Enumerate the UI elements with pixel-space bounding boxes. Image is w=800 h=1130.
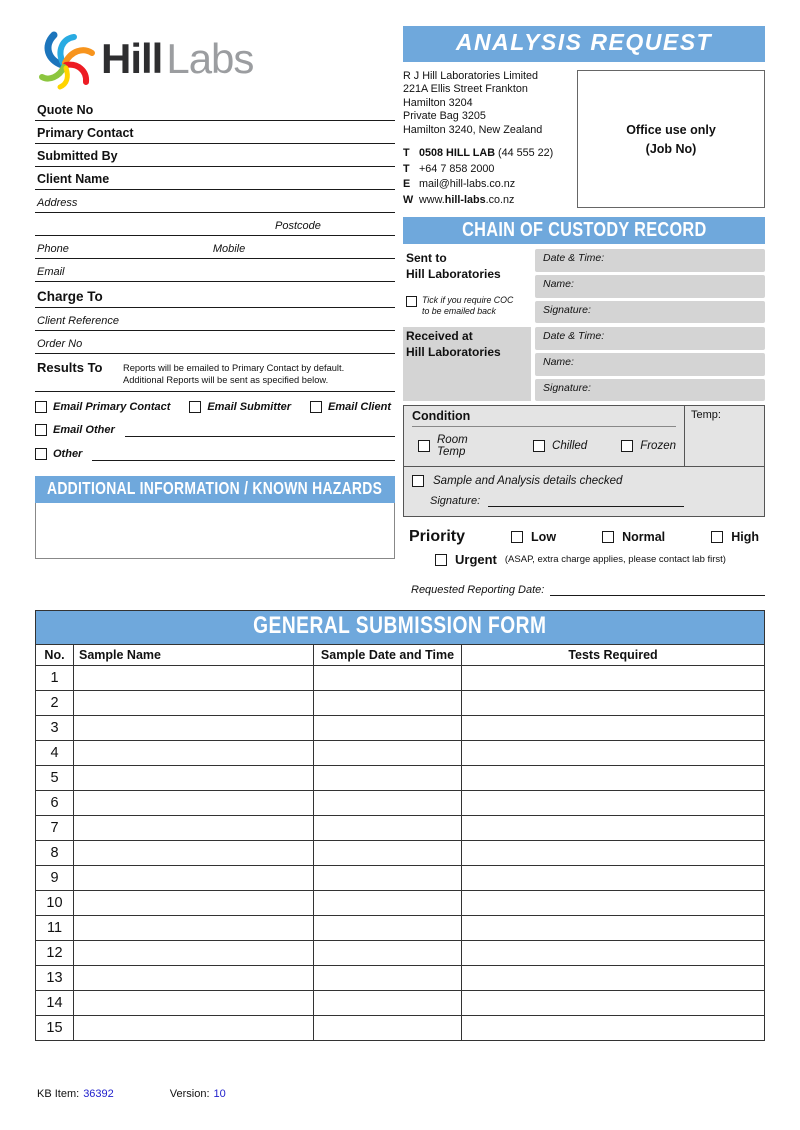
sent-to-label-line2: Hill Laboratories bbox=[406, 267, 501, 282]
details-checked-row bbox=[404, 466, 764, 489]
row-number: 6 bbox=[36, 791, 74, 816]
priority-low-option bbox=[511, 530, 556, 544]
email-options-row bbox=[35, 401, 395, 413]
condition-row bbox=[404, 406, 764, 466]
sample-name-cell[interactable] bbox=[74, 866, 314, 891]
primary-contact-field[interactable] bbox=[35, 121, 395, 144]
address-field[interactable] bbox=[35, 190, 395, 213]
details-checked-label: Sample and Analysis details checked bbox=[433, 475, 623, 488]
tests-required-cell[interactable] bbox=[462, 1016, 765, 1041]
sample-name-cell[interactable] bbox=[74, 741, 314, 766]
priority-high-label: High bbox=[731, 530, 759, 545]
date-time-label: Date & Time: bbox=[543, 252, 605, 265]
version-label: Version: bbox=[169, 1088, 210, 1100]
sample-date-cell[interactable] bbox=[314, 816, 462, 841]
email-line bbox=[403, 177, 571, 193]
priority-row bbox=[403, 528, 765, 546]
quote-no-field[interactable] bbox=[35, 98, 395, 121]
sample-date-cell[interactable] bbox=[314, 866, 462, 891]
row-number: 11 bbox=[36, 916, 74, 941]
client-name-label: Client Name bbox=[37, 172, 110, 186]
row-number: 4 bbox=[36, 741, 74, 766]
footer bbox=[37, 1088, 226, 1100]
tests-required-cell[interactable] bbox=[462, 766, 765, 791]
table-row bbox=[36, 941, 765, 966]
version bbox=[170, 1088, 226, 1100]
coc-email-back-label bbox=[422, 295, 513, 317]
results-note-line2: Additional Reports will be sent as specified below. bbox=[123, 375, 329, 386]
results-note-line1: Reports will be emailed to Primary Contact by default. bbox=[123, 363, 345, 373]
table-row bbox=[36, 916, 765, 941]
sample-date-cell[interactable] bbox=[314, 991, 462, 1016]
email-other-input-line[interactable] bbox=[125, 422, 395, 437]
priority-high-checkbox[interactable] bbox=[711, 531, 723, 543]
postcode-field[interactable] bbox=[35, 213, 395, 236]
phone2-prefix: T bbox=[403, 162, 410, 175]
sample-name-cell[interactable] bbox=[74, 1016, 314, 1041]
sent-name-field[interactable] bbox=[535, 275, 765, 298]
row-number: 12 bbox=[36, 941, 74, 966]
company-line: Hamilton 3204 bbox=[403, 96, 473, 109]
coc-email-back-option bbox=[406, 295, 531, 317]
coc-signature-line[interactable] bbox=[488, 494, 684, 507]
client-reference-field[interactable] bbox=[35, 308, 395, 331]
priority-urgent-label: Urgent bbox=[455, 552, 497, 568]
version-value: 10 bbox=[213, 1088, 226, 1100]
priority-normal-label: Normal bbox=[622, 530, 666, 545]
received-name-field[interactable] bbox=[535, 353, 765, 376]
row-number: 2 bbox=[36, 691, 74, 716]
row-number: 8 bbox=[36, 841, 74, 866]
tests-required-cell[interactable] bbox=[462, 816, 765, 841]
sent-to-fields bbox=[535, 249, 765, 323]
email-field[interactable] bbox=[35, 259, 395, 282]
sent-date-time-field[interactable] bbox=[535, 249, 765, 272]
room-temp-option bbox=[418, 434, 499, 458]
office-use-label: Office use only bbox=[626, 122, 716, 137]
email-submitter-label: Email Submitter bbox=[207, 401, 292, 414]
table-row bbox=[36, 766, 765, 791]
results-to-section bbox=[35, 354, 395, 392]
analysis-request-title: ANALYSIS REQUEST bbox=[455, 29, 713, 55]
row-number: 9 bbox=[36, 866, 74, 891]
table-row bbox=[36, 716, 765, 741]
sample-date-cell[interactable] bbox=[314, 841, 462, 866]
table-row bbox=[36, 866, 765, 891]
quote-no-label: Quote No bbox=[37, 103, 94, 117]
coc-email-back-line2: to be emailed back bbox=[422, 305, 496, 316]
charge-to-field[interactable] bbox=[35, 282, 395, 308]
phone1-rest: (44 555 22) bbox=[498, 146, 554, 159]
order-no-label: Order No bbox=[37, 338, 83, 350]
sample-date-cell[interactable] bbox=[314, 941, 462, 966]
sample-name-cell[interactable] bbox=[74, 891, 314, 916]
tests-required-cell[interactable] bbox=[462, 841, 765, 866]
sample-name-cell[interactable] bbox=[74, 691, 314, 716]
sample-date-cell[interactable] bbox=[314, 916, 462, 941]
tests-required-cell[interactable] bbox=[462, 991, 765, 1016]
tests-required-cell[interactable] bbox=[462, 916, 765, 941]
kb-item-value: 36392 bbox=[83, 1088, 114, 1100]
details-checked-checkbox[interactable] bbox=[412, 475, 424, 487]
coc-email-back-line1: Tick if you require COC bbox=[422, 294, 514, 305]
kb-item bbox=[37, 1088, 114, 1100]
received-at-label-line1: Received at bbox=[406, 329, 473, 344]
sample-name-cell[interactable] bbox=[74, 816, 314, 841]
table-row bbox=[36, 791, 765, 816]
coc-signature-label: Signature: bbox=[430, 495, 481, 508]
phone1-bold: 0508 HILL LAB bbox=[419, 146, 495, 159]
sample-date-cell[interactable] bbox=[314, 741, 462, 766]
analysis-request-banner bbox=[403, 26, 765, 62]
received-signature-field[interactable] bbox=[535, 379, 765, 402]
priority-label: Priority bbox=[409, 528, 466, 546]
table-row bbox=[36, 841, 765, 866]
table-row bbox=[36, 666, 765, 691]
additional-info-title: ADDITIONAL INFORMATION / KNOWN HAZARDS bbox=[47, 479, 383, 499]
chilled-option bbox=[533, 434, 587, 458]
submission-form-title: GENERAL SUBMISSION FORM bbox=[253, 613, 547, 640]
order-no-field[interactable] bbox=[35, 331, 395, 354]
email-value: mail@hill-labs.co.nz bbox=[419, 178, 516, 191]
client-reference-label: Client Reference bbox=[37, 315, 119, 327]
email-client-option bbox=[310, 401, 391, 413]
row-number: 1 bbox=[36, 666, 74, 691]
reporting-date-label: Requested Reporting Date: bbox=[411, 584, 545, 597]
row-number: 14 bbox=[36, 991, 74, 1016]
address-and-office-row bbox=[403, 70, 765, 208]
table-row bbox=[36, 966, 765, 991]
condition-options bbox=[404, 406, 684, 466]
sample-name-cell[interactable] bbox=[74, 716, 314, 741]
priority-high-option bbox=[711, 530, 759, 544]
tests-required-cell[interactable] bbox=[462, 666, 765, 691]
phone-line-1 bbox=[403, 146, 571, 162]
phone-label: Phone bbox=[37, 243, 69, 255]
hill-labs-logo-icon bbox=[35, 26, 97, 92]
row-number: 7 bbox=[36, 816, 74, 841]
reporting-date-row bbox=[403, 583, 765, 596]
sample-name-cell[interactable] bbox=[74, 966, 314, 991]
tests-required-cell[interactable] bbox=[462, 791, 765, 816]
priority-urgent-checkbox[interactable] bbox=[435, 554, 447, 566]
company-address-block bbox=[403, 70, 571, 208]
sample-date-cell[interactable] bbox=[314, 691, 462, 716]
tests-required-cell[interactable] bbox=[462, 716, 765, 741]
sample-date-cell[interactable] bbox=[314, 666, 462, 691]
other-input-line[interactable] bbox=[92, 446, 395, 461]
table-row bbox=[36, 991, 765, 1016]
priority-low-label: Low bbox=[531, 530, 557, 545]
name-label: Name: bbox=[543, 356, 574, 369]
sample-name-cell[interactable] bbox=[74, 916, 314, 941]
table-row bbox=[36, 816, 765, 841]
submitted-by-field[interactable] bbox=[35, 144, 395, 167]
col-header-no: No. bbox=[36, 645, 74, 666]
table-row bbox=[36, 691, 765, 716]
web-bold: hill-labs bbox=[444, 193, 486, 206]
reporting-date-line[interactable] bbox=[550, 583, 765, 596]
address-label: Address bbox=[37, 197, 78, 209]
priority-urgent-option bbox=[435, 552, 765, 567]
chain-of-custody-banner bbox=[403, 217, 765, 244]
table-row bbox=[36, 1016, 765, 1041]
job-no-label: (Job No) bbox=[645, 141, 697, 156]
signature-label: Signature: bbox=[543, 381, 591, 394]
temp-field[interactable] bbox=[684, 406, 764, 466]
priority-normal-option bbox=[602, 530, 665, 544]
frozen-label: Frozen bbox=[640, 440, 676, 453]
received-at-fields bbox=[535, 327, 765, 401]
condition-section bbox=[403, 405, 765, 517]
sent-to-cell bbox=[403, 249, 531, 323]
row-number: 10 bbox=[36, 891, 74, 916]
logo-text-labs: Labs bbox=[166, 35, 254, 82]
sample-name-cell[interactable] bbox=[74, 791, 314, 816]
email-submitter-option bbox=[189, 401, 291, 413]
table-header-row bbox=[36, 645, 765, 666]
kb-item-label: KB Item: bbox=[37, 1088, 80, 1100]
email-primary-contact-checkbox[interactable] bbox=[35, 401, 47, 413]
col-header-sample-date: Sample Date and Time bbox=[314, 645, 462, 666]
tests-required-cell[interactable] bbox=[462, 891, 765, 916]
room-temp-checkbox[interactable] bbox=[418, 440, 430, 452]
row-number: 3 bbox=[36, 716, 74, 741]
tests-required-cell[interactable] bbox=[462, 966, 765, 991]
coc-email-back-checkbox[interactable] bbox=[406, 296, 417, 307]
logo-text-hill: Hill bbox=[101, 35, 163, 82]
email-other-label: Email Other bbox=[53, 423, 115, 436]
table-row bbox=[36, 891, 765, 916]
top-section bbox=[35, 26, 765, 596]
website-line bbox=[403, 193, 571, 209]
sample-date-cell[interactable] bbox=[314, 716, 462, 741]
email-other-option bbox=[35, 424, 115, 436]
company-line: Hamilton 3240, New Zealand bbox=[403, 123, 543, 136]
additional-info-box[interactable] bbox=[35, 503, 395, 559]
email-client-label: Email Client bbox=[328, 401, 391, 414]
other-option bbox=[35, 448, 82, 460]
email-other-checkbox[interactable] bbox=[35, 424, 47, 436]
chain-of-custody-title: CHAIN OF CUSTODY RECORD bbox=[461, 218, 707, 242]
email-primary-contact-label: Email Primary Contact bbox=[53, 401, 171, 414]
priority-low-checkbox[interactable] bbox=[511, 531, 523, 543]
submission-table bbox=[35, 644, 765, 1041]
other-row bbox=[35, 446, 395, 461]
web-post: .co.nz bbox=[485, 193, 515, 206]
condition-checkboxes bbox=[412, 434, 676, 458]
sample-date-cell[interactable] bbox=[314, 891, 462, 916]
condition-label: Condition bbox=[412, 409, 676, 427]
received-date-time-field[interactable] bbox=[535, 327, 765, 350]
company-line: 221A Ellis Street Frankton bbox=[403, 83, 528, 96]
postcode-label: Postcode bbox=[275, 220, 321, 232]
phone1-prefix: T bbox=[403, 146, 410, 159]
sample-date-cell[interactable] bbox=[314, 966, 462, 991]
submitted-by-label: Submitted By bbox=[37, 149, 118, 163]
col-header-tests-required: Tests Required bbox=[462, 645, 765, 666]
phone2-value: +64 7 858 2000 bbox=[419, 162, 495, 175]
sample-name-cell[interactable] bbox=[74, 666, 314, 691]
general-submission-form bbox=[35, 610, 765, 1041]
results-to-note bbox=[123, 360, 344, 386]
phone-line-2 bbox=[403, 162, 571, 178]
sample-date-cell[interactable] bbox=[314, 791, 462, 816]
priority-normal-checkbox[interactable] bbox=[602, 531, 614, 543]
additional-info-banner bbox=[35, 476, 395, 503]
coc-signature-row bbox=[404, 489, 764, 516]
other-checkbox[interactable] bbox=[35, 448, 47, 460]
email-submitter-checkbox[interactable] bbox=[189, 401, 201, 413]
sample-name-cell[interactable] bbox=[74, 991, 314, 1016]
name-label: Name: bbox=[543, 278, 574, 291]
tests-required-cell[interactable] bbox=[462, 866, 765, 891]
frozen-checkbox[interactable] bbox=[621, 440, 633, 452]
chilled-checkbox[interactable] bbox=[533, 440, 545, 452]
row-number: 13 bbox=[36, 966, 74, 991]
client-name-field[interactable] bbox=[35, 167, 395, 190]
email-client-checkbox[interactable] bbox=[310, 401, 322, 413]
tests-required-cell[interactable] bbox=[462, 741, 765, 766]
sent-to-row bbox=[403, 249, 765, 323]
contact-details bbox=[403, 146, 571, 209]
sample-date-cell[interactable] bbox=[314, 1016, 462, 1041]
hill-labs-logo bbox=[35, 26, 395, 92]
email-prefix: E bbox=[403, 178, 411, 191]
email-label: Email bbox=[37, 266, 65, 278]
frozen-option bbox=[621, 434, 676, 458]
submission-form-banner bbox=[35, 610, 765, 644]
chilled-label: Chilled bbox=[552, 440, 588, 453]
company-line: R J Hill Laboratories Limited bbox=[403, 70, 539, 82]
other-label: Other bbox=[53, 447, 83, 460]
sample-name-cell[interactable] bbox=[74, 941, 314, 966]
row-number: 5 bbox=[36, 766, 74, 791]
received-at-cell bbox=[403, 327, 531, 401]
date-time-label: Date & Time: bbox=[543, 330, 605, 343]
submission-table-body bbox=[36, 666, 765, 1041]
priority-urgent-note: (ASAP, extra charge applies, please contact lab first) bbox=[504, 554, 726, 566]
col-header-sample-name: Sample Name bbox=[74, 645, 314, 666]
sample-name-cell[interactable] bbox=[74, 766, 314, 791]
logo-wordmark bbox=[101, 35, 254, 82]
results-to-label: Results To bbox=[37, 360, 103, 375]
sent-to-label-line1: Sent to bbox=[406, 251, 447, 266]
signature-label: Signature: bbox=[543, 303, 591, 316]
received-at-label-line2: Hill Laboratories bbox=[406, 345, 501, 360]
received-at-row bbox=[403, 327, 765, 401]
sent-signature-field[interactable] bbox=[535, 301, 765, 324]
row-number: 15 bbox=[36, 1016, 74, 1041]
web-prefix: W bbox=[403, 193, 414, 206]
sample-name-cell[interactable] bbox=[74, 841, 314, 866]
client-details-column bbox=[35, 26, 395, 596]
company-line: Private Bag 3205 bbox=[403, 110, 486, 123]
mobile-label: Mobile bbox=[212, 243, 246, 255]
tests-required-cell[interactable] bbox=[462, 941, 765, 966]
email-primary-contact-option bbox=[35, 401, 170, 413]
room-temp-label: Room Temp bbox=[437, 434, 468, 459]
table-row bbox=[36, 741, 765, 766]
tests-required-cell[interactable] bbox=[462, 691, 765, 716]
email-other-row bbox=[35, 422, 395, 437]
lab-details-column bbox=[403, 26, 765, 596]
web-pre: www. bbox=[419, 193, 445, 206]
phone-mobile-field[interactable] bbox=[35, 236, 395, 259]
temp-label: Temp: bbox=[691, 409, 721, 422]
office-use-box[interactable] bbox=[577, 70, 765, 208]
sample-date-cell[interactable] bbox=[314, 766, 462, 791]
primary-contact-label: Primary Contact bbox=[37, 126, 134, 140]
charge-to-label: Charge To bbox=[37, 289, 103, 304]
